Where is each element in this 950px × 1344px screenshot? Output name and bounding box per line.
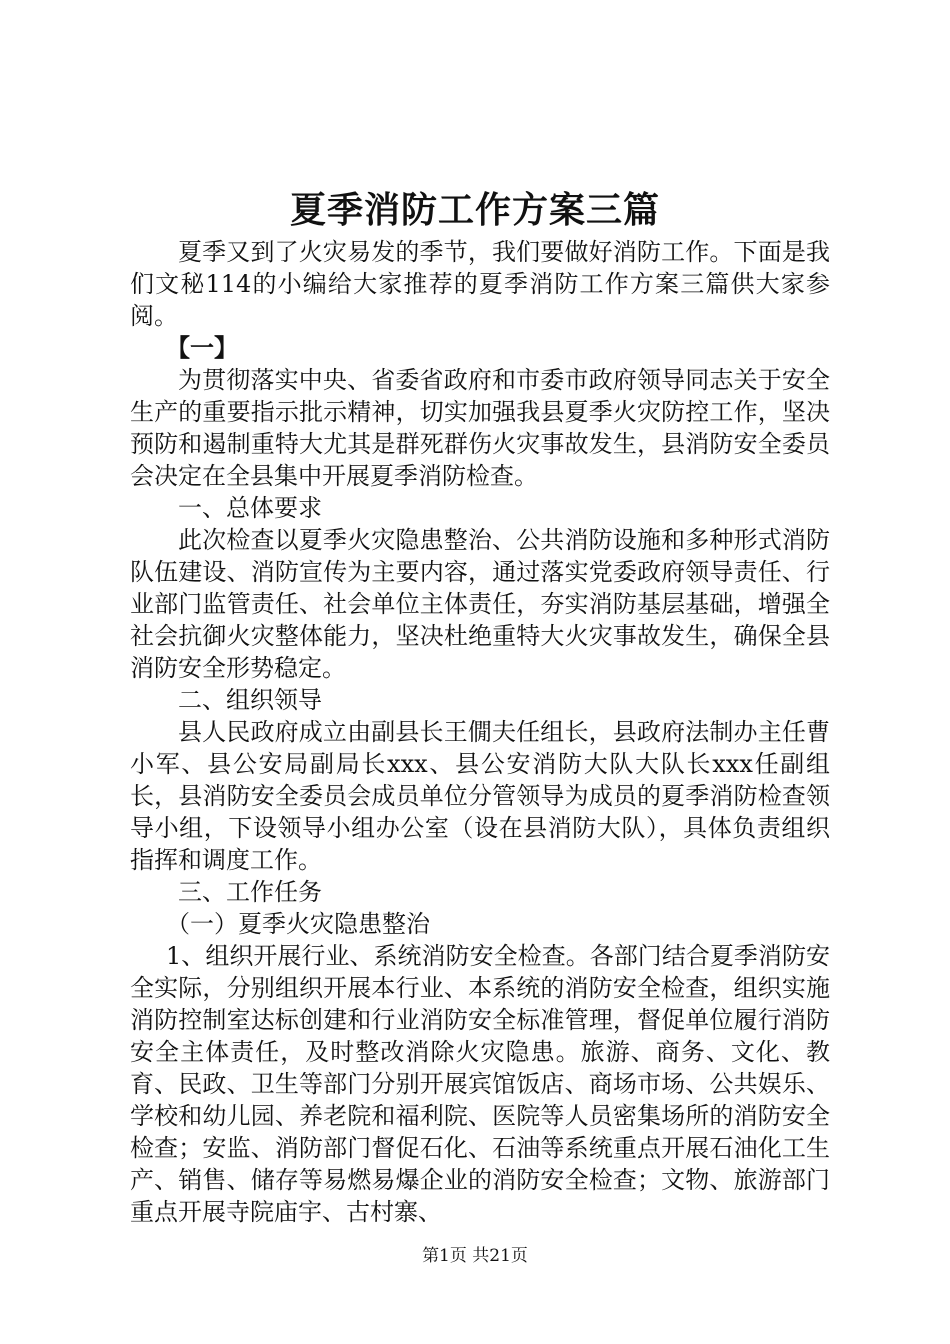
subsection-heading: （一）夏季火灾隐患整治	[166, 910, 430, 938]
list-item-paragraph: 1、组织开展行业、系统消防安全检查。各部门结合夏季消防安全实际，分别组织开展本行业、本系统的消防安全检查，组织实施消防控制室达标创建和行业消防安全标准管理，督促单位履行消防安全主体责任，及时整改消除火灾隐患。旅游、商务、文化、教育、民政、卫生等部门分别开展宾馆饭店、商场市场、公共娱乐、学校和幼儿园、养老院和福利院、医院等人员密集场所的消防安全检查；安监、消防部门督促石化、石油等系统重点开展石油化工生产、销售、储存等易燃易爆企业的消防安全检查；文物、旅游部门重点开展寺院庙宇、古村寨、	[130, 942, 830, 1226]
section-heading: 一、总体要求	[178, 494, 322, 522]
document-body	[130, 236, 830, 1228]
document-title: 夏季消防工作方案三篇	[289, 189, 660, 231]
section-heading: 二、组织领导	[178, 686, 322, 714]
section-marker: 【一】	[166, 333, 238, 362]
intro-paragraph: 夏季又到了火灾易发的季节，我们要做好消防工作。下面是我们文秘114的小编给大家推荐的夏季消防工作方案三篇供大家参阅。	[130, 238, 830, 330]
body-paragraph: 县人民政府成立由副县长王僩夫任组长，县政府法制办主任曹小军、县公安局副局长xxx、县公安消防大队大队长xxx任副组长，县消防安全委员会成员单位分管领导为成员的夏季消防检查领导小组，下设领导小组办公室（设在县消防大队），具体负责组织指挥和调度工作。	[130, 718, 830, 874]
body-paragraph: 此次检查以夏季火灾隐患整治、公共消防设施和多种形式消防队伍建设、消防宣传为主要内容，通过落实党委政府领导责任、行业部门监管责任、社会单位主体责任，夯实消防基层基础，增强全社会抗御火灾整体能力，坚决杜绝重特大火灾事故发生，确保全县消防安全形势稳定。	[130, 526, 830, 682]
body-paragraph: 为贯彻落实中央、省委省政府和市委市政府领导同志关于安全生产的重要指示批示精神，切实加强我县夏季火灾防控工作，坚决预防和遏制重特大尤其是群死群伤火灾事故发生，县消防安全委员会决定在全县集中开展夏季消防检查。	[130, 366, 830, 490]
page-number-footer: 第1页 共21页	[422, 1246, 528, 1266]
section-heading: 三、工作任务	[178, 878, 322, 906]
